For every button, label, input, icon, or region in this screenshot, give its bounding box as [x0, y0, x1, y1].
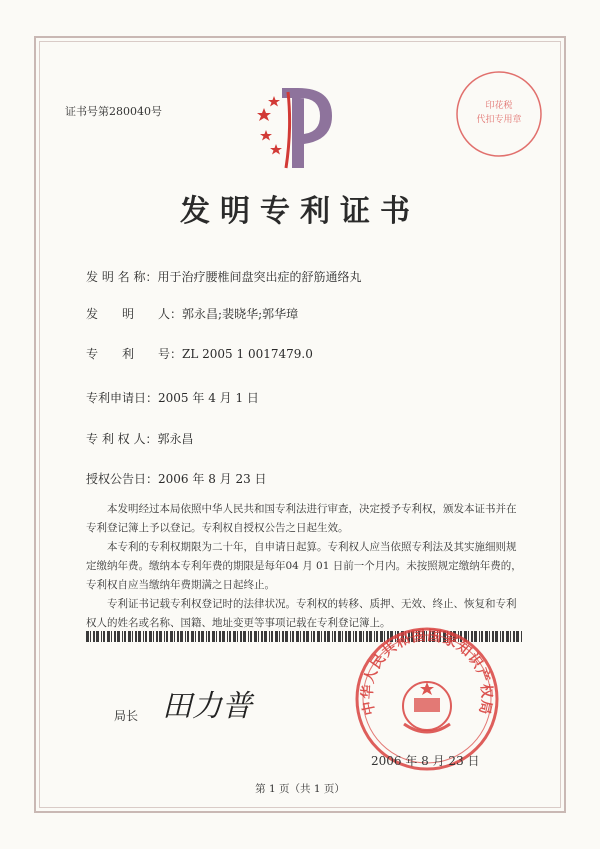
barcode-bar [122, 631, 123, 642]
barcode-bar [201, 631, 204, 642]
field-application-date: 专利申请日：2005 年 4 月 1 日 [86, 391, 259, 405]
barcode-bar [185, 631, 186, 642]
barcode-bar [198, 631, 200, 642]
barcode-bar [96, 631, 99, 642]
barcode-bar [292, 631, 294, 642]
barcode-bar [269, 631, 270, 642]
certificate-body [86, 500, 522, 633]
barcode-bar [516, 631, 519, 642]
barcode-bar [261, 631, 263, 642]
barcode-bar [117, 631, 120, 642]
barcode-bar [191, 631, 194, 642]
field-value: ZL 2005 1 0017479.0 [182, 347, 313, 361]
barcode-bar [219, 631, 221, 642]
barcode-bar [237, 631, 238, 642]
barcode-bar [208, 631, 210, 642]
agent-tax-stamp-icon [453, 68, 545, 160]
field-patentee: 专 利 权 人：郭永昌 [86, 432, 194, 446]
barcode-bar [279, 631, 280, 642]
barcode-bar [510, 631, 511, 642]
barcode-bar [156, 631, 158, 642]
page-number: 第 1 页（共 1 页） [255, 783, 345, 795]
barcode-bar [206, 631, 207, 642]
barcode-bar [170, 631, 173, 642]
barcode-bar [306, 631, 309, 642]
barcode-bar [332, 631, 333, 642]
field-label: 专 利 权 人 [86, 432, 146, 446]
body-paragraph: 本专利的专利权期限为二十年，自申请日起算。专利权人应当依照专利法及其实施细则规定缴纳年费。缴纳本专利年费的期限是每年04 月 01 日前一个月内。未按照规定缴纳年费的，专利权自应当缴纳年费期满之日起终止。 [86, 541, 522, 591]
field-value: 用于治疗腰椎间盘突出症的舒筋通络丸 [157, 270, 362, 284]
barcode-bar [180, 631, 183, 642]
barcode-bar [222, 631, 225, 642]
field-patent-number: 专 利 号：ZL 2005 1 0017479.0 [86, 347, 313, 361]
barcode-bar [313, 631, 315, 642]
director-label: 局长 [114, 709, 139, 723]
barcode-bar [90, 631, 91, 642]
field-label: 专利申请日 [86, 391, 147, 405]
certificate-number: 证书号第280040号 [65, 105, 162, 118]
barcode-bar [114, 631, 116, 642]
field-invention-name: 发 明 名 称：用于治疗腰椎间盘突出症的舒筋通络丸 [86, 270, 362, 284]
barcode-bar [264, 631, 267, 642]
barcode-bar [300, 631, 301, 642]
barcode-bar [166, 631, 168, 642]
barcode-bar [502, 631, 504, 642]
barcode-bar [254, 631, 257, 642]
barcode-bar [111, 631, 112, 642]
barcode-bar [212, 631, 215, 642]
field-inventors: 发 明 人：郭永昌;裴晓华;郭华璋 [86, 307, 299, 321]
barcode-bar [311, 631, 312, 642]
barcode-bar [138, 631, 141, 642]
barcode-bar [145, 631, 147, 642]
barcode-bar [275, 631, 278, 642]
barcode-bar [327, 631, 330, 642]
field-value: 郭永昌;裴晓华;郭华璋 [182, 307, 299, 321]
barcode-bar [149, 631, 152, 642]
barcode-bar [248, 631, 249, 642]
barcode-bar [342, 631, 343, 642]
barcode-bar [187, 631, 189, 642]
barcode-bar [195, 631, 196, 642]
barcode-bar [506, 631, 509, 642]
barcode-bar [107, 631, 110, 642]
barcode-bar [258, 631, 259, 642]
barcode-bar [303, 631, 305, 642]
svg-text:印花税: 印花税 [485, 101, 513, 111]
barcode-bar [143, 631, 144, 642]
barcode-bar [128, 631, 131, 642]
barcode-bar [233, 631, 236, 642]
barcode-bar [159, 631, 162, 642]
barcode-bar [282, 631, 284, 642]
barcode-bar [285, 631, 288, 642]
barcode-bar [240, 631, 242, 642]
barcode-bar [338, 631, 341, 642]
patent-office-logo-icon [252, 78, 352, 170]
barcode-bar [103, 631, 105, 642]
barcode-bar [296, 631, 299, 642]
barcode-bar [521, 631, 522, 642]
barcode-bar [174, 631, 175, 642]
barcode-bar [271, 631, 273, 642]
field-value: 郭永昌 [157, 432, 194, 446]
barcode-bar [216, 631, 217, 642]
barcode-bar [153, 631, 154, 642]
barcode-bar [101, 631, 102, 642]
field-grant-date: 授权公告日：2006 年 8 月 23 日 [86, 472, 267, 486]
barcode-bar [135, 631, 137, 642]
page-title: 发明专利证书 [180, 194, 420, 229]
field-value: 2006 年 8 月 23 日 [158, 472, 267, 486]
body-paragraph: 本发明经过本局依照中华人民共和国专利法进行审查，决定授予专利权，颁发本证书并在专利登记簿上予以登记。专利权自授权公告之日起生效。 [86, 503, 517, 534]
barcode-bar [124, 631, 126, 642]
barcode-bar [177, 631, 179, 642]
barcode-bar [93, 631, 95, 642]
body-paragraph: 专利证书记载专利权登记时的法律状况。专利权的转移、质押、无效、终止、恢复和专利权人的姓名或名称、国籍、地址变更等事项记载在专利登记簿上。 [86, 598, 517, 629]
signature-text: 田力普 [162, 689, 252, 724]
field-label: 发 明 人 [86, 307, 171, 321]
barcode-bar [132, 631, 133, 642]
barcode-bar [250, 631, 252, 642]
barcode-bar [86, 631, 89, 642]
barcode-bar [317, 631, 320, 642]
field-value: 2005 年 4 月 1 日 [158, 391, 259, 405]
field-label: 发 明 名 称 [86, 270, 146, 284]
barcode-bar [227, 631, 228, 642]
barcode-bar [345, 631, 347, 642]
svg-text:代扣专用章: 代扣专用章 [476, 115, 522, 125]
barcode-bar [290, 631, 291, 642]
seal-text: 中华人民共和国国家知识产权局 [359, 627, 495, 717]
issue-date: 2006 年 8 月 23 日 [371, 754, 480, 768]
barcode-bar [243, 631, 246, 642]
barcode-bar [348, 631, 351, 642]
barcode-bar [513, 631, 515, 642]
barcode-bar [229, 631, 231, 642]
director-signature [158, 680, 278, 730]
barcode-bar [324, 631, 326, 642]
field-label: 授权公告日 [86, 472, 147, 486]
barcode-bar [334, 631, 336, 642]
field-label: 专 利 号 [86, 347, 171, 361]
barcode-bar [164, 631, 165, 642]
barcode-bar [321, 631, 322, 642]
